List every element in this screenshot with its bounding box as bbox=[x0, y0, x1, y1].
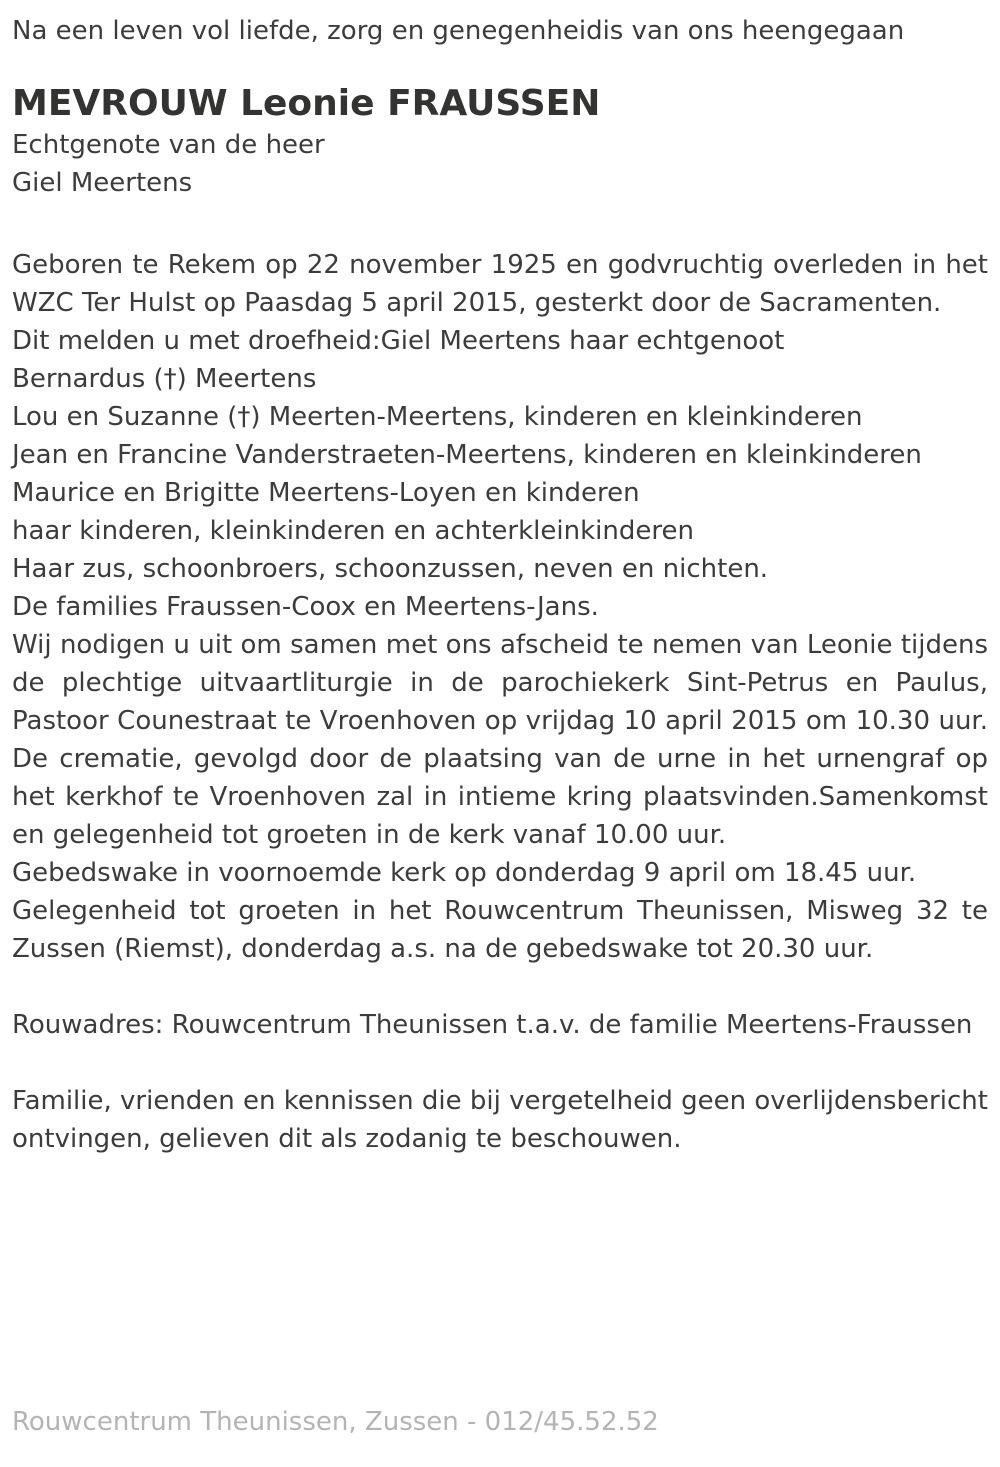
mourning-address: Rouwadres: Rouwcentrum Theunissen t.a.v. de familie Meertens-Fraussen bbox=[12, 1010, 973, 1040]
intro-line: Na een leven vol liefde, zorg en genegenheidis van ons heengegaan bbox=[12, 16, 905, 46]
family-line: Haar zus, schoonbroers, schoonzussen, neven en nichten. bbox=[12, 554, 769, 584]
family-line: Dit melden u met droefheid:Giel Meertens haar echtgenoot bbox=[12, 326, 785, 356]
birth-death-paragraph: Geboren te Rekem op 22 november 1925 en godvruchtig overleden in het WZC Ter Hulst op Paasdag 5 april 2015, gesterkt door de Sacramenten. bbox=[12, 250, 988, 318]
family-line: Jean en Francine Vanderstraeten-Meertens, kinderen en kleinkinderen bbox=[12, 440, 922, 470]
subtitle-line-spouse-name: Giel Meertens bbox=[12, 168, 193, 198]
funeral-block bbox=[12, 626, 988, 968]
deceased-name-title: MEVROUW Leonie FRAUSSEN bbox=[12, 83, 601, 124]
family-line: Bernardus (†) Meertens bbox=[12, 364, 317, 394]
family-line: haar kinderen, kleinkinderen en achterkleinkinderen bbox=[12, 516, 694, 546]
funeral-paragraph: Wij nodigen u uit om samen met ons afscheid te nemen van Leonie tijdens de plechtige uitvaartliturgie in de parochiekerk Sint-Petrus en Paulus, Pastoor Counestraat te Vroenhoven op vrijdag 10 april 2015 om 10.30 uur. De crematie, gevolgd door de plaatsing van de urne in het urnengraf op het kerkhof te Vroenhoven zal in intieme kring plaatsvinden.Samenkomst en gelegenheid tot groeten in de kerk vanaf 10.00 uur. bbox=[12, 630, 988, 850]
footer-contact: Rouwcentrum Theunissen, Zussen - 012/45.52.52 bbox=[12, 1407, 659, 1437]
subtitle-line-spouse-of: Echtgenote van de heer bbox=[12, 130, 325, 160]
family-line: De families Fraussen-Coox en Meertens-Jans. bbox=[12, 592, 599, 622]
family-line: Maurice en Brigitte Meertens-Loyen en kinderen bbox=[12, 478, 640, 508]
wake-line: Gebedswake in voornoemde kerk op donderdag 9 april om 18.45 uur. bbox=[12, 858, 917, 888]
family-line: Lou en Suzanne (†) Meerten-Meertens, kinderen en kleinkinderen bbox=[12, 402, 863, 432]
wake-line: Gelegenheid tot groeten in het Rouwcentrum Theunissen, Misweg 32 te Zussen (Riemst), donderdag a.s. na de gebedswake tot 20.30 uur. bbox=[12, 896, 988, 964]
closing-paragraph: Familie, vrienden en kennissen die bij vergetelheid geen overlijdensbericht ontvingen, gelieven dit als zodanig te beschouwen. bbox=[12, 1086, 988, 1154]
family-list bbox=[12, 322, 988, 626]
